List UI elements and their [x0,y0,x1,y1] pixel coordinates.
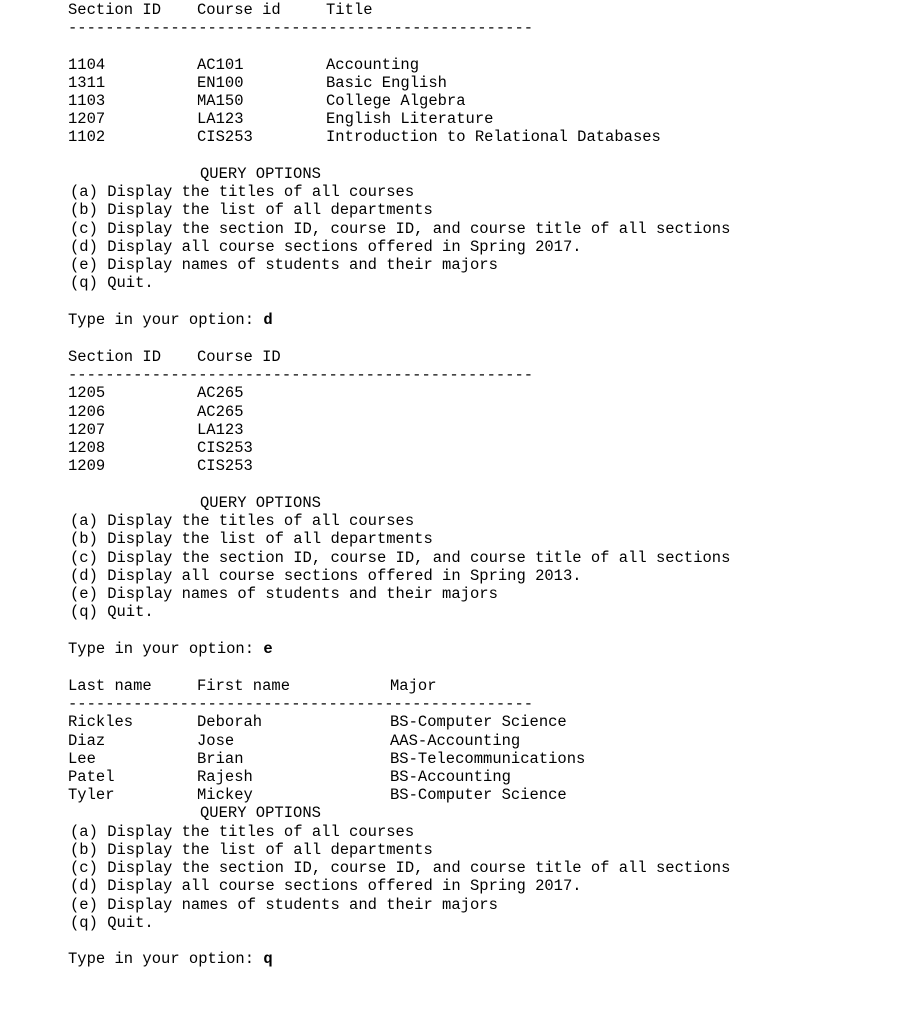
title-cell: Basic English [326,74,447,92]
course-id-cell: CIS253 [197,128,253,146]
title-cell: Introduction to Relational Databases [326,128,661,146]
menu-option-a: (a) Display the titles of all courses [70,183,415,201]
table-row [68,457,253,475]
menu-option-a: (a) Display the titles of all courses [70,823,415,841]
menu-option-b: (b) Display the list of all departments [70,841,433,859]
last-name-cell: Patel [68,768,115,786]
table-row [68,92,466,110]
column-header-section-id: Section ID [68,1,162,19]
last-name-cell: Tyler [68,786,115,804]
table-header [68,348,281,366]
first-name-cell: Jose [197,732,235,750]
section-id-cell: 1102 [68,128,106,146]
table-row [68,403,244,421]
menu-option-d: (d) Display all course sections offered in Spring 2017. [70,238,582,256]
course-id-cell: CIS253 [197,457,253,475]
section-id-cell: 1208 [68,439,106,457]
table-row [68,384,244,402]
table-row [68,786,567,804]
major-cell: BS-Telecommunications [390,750,586,768]
major-cell: BS-Computer Science [390,713,567,731]
section-id-cell: 1103 [68,92,106,110]
column-header-major: Major [390,677,437,695]
column-header-first-name: First name [197,677,291,695]
table-row [68,74,447,92]
course-id-cell: AC265 [197,403,244,421]
column-header-last-name: Last name [68,677,152,695]
course-id-cell: EN100 [197,74,244,92]
column-header-course-id: Course ID [197,348,281,366]
table-row [68,56,420,74]
menu-option-e: (e) Display names of students and their majors [70,585,498,603]
table-row [68,768,511,786]
menu-option-c: (c) Display the section ID, course ID, and course title of all sections [70,220,731,238]
menu-option-c: (c) Display the section ID, course ID, and course title of all sections [70,859,731,877]
table-row [68,713,567,731]
prompt-answer: d [263,311,273,329]
option-prompt[interactable] [68,640,273,658]
course-id-cell: CIS253 [197,439,253,457]
separator-line: -------------------------------------------------- [68,19,534,37]
menu-option-b: (b) Display the list of all departments [70,201,433,219]
menu-title-line [68,165,321,183]
menu-option-q: (q) Quit. [70,914,154,932]
course-id-cell: AC265 [197,384,244,402]
first-name-cell: Brian [197,750,244,768]
table-header [68,677,437,695]
first-name-cell: Mickey [197,786,253,804]
menu-option-d: (d) Display all course sections offered in Spring 2013. [70,567,582,585]
table-row [68,439,253,457]
first-name-cell: Rajesh [197,768,253,786]
prompt-text: Type in your option: [68,311,264,329]
menu-option-d: (d) Display all course sections offered in Spring 2017. [70,877,582,895]
section-id-cell: 1104 [68,56,106,74]
section-id-cell: 1207 [68,110,106,128]
menu-option-e: (e) Display names of students and their majors [70,256,498,274]
last-name-cell: Rickles [68,713,134,731]
table-row [68,732,521,750]
major-cell: BS-Accounting [390,768,511,786]
menu-option-q: (q) Quit. [70,274,154,292]
section-id-cell: 1209 [68,457,106,475]
last-name-cell: Lee [68,750,96,768]
course-id-cell: AC101 [197,56,244,74]
major-cell: BS-Computer Science [390,786,567,804]
menu-title: QUERY OPTIONS [200,165,321,183]
section-id-cell: 1311 [68,74,106,92]
menu-option-q: (q) Quit. [70,603,154,621]
table-row [68,128,661,146]
title-cell: College Algebra [326,92,466,110]
table-header [68,1,373,19]
option-prompt[interactable] [68,311,273,329]
column-header-title: Title [326,1,373,19]
major-cell: AAS-Accounting [390,732,521,750]
menu-title-line [68,804,321,822]
course-id-cell: LA123 [197,421,244,439]
column-header-course-id: Course id [197,1,281,19]
course-id-cell: MA150 [197,92,244,110]
column-header-section-id: Section ID [68,348,162,366]
menu-option-e: (e) Display names of students and their majors [70,896,498,914]
menu-option-c: (c) Display the section ID, course ID, and course title of all sections [70,549,731,567]
separator-line: -------------------------------------------------- [68,695,534,713]
first-name-cell: Deborah [197,713,263,731]
table-row [68,750,586,768]
option-prompt[interactable] [68,950,273,968]
course-id-cell: LA123 [197,110,244,128]
prompt-text: Type in your option: [68,950,264,968]
menu-title: QUERY OPTIONS [200,804,321,822]
menu-title: QUERY OPTIONS [200,494,321,512]
prompt-answer: e [263,640,273,658]
title-cell: English Literature [326,110,494,128]
menu-option-b: (b) Display the list of all departments [70,530,433,548]
section-id-cell: 1207 [68,421,106,439]
prompt-text: Type in your option: [68,640,264,658]
prompt-answer: q [263,950,273,968]
separator-line: -------------------------------------------------- [68,366,534,384]
table-row [68,110,494,128]
section-id-cell: 1206 [68,403,106,421]
title-cell: Accounting [326,56,420,74]
last-name-cell: Diaz [68,732,106,750]
section-id-cell: 1205 [68,384,106,402]
table-row [68,421,244,439]
menu-title-line [68,494,321,512]
menu-option-a: (a) Display the titles of all courses [70,512,415,530]
